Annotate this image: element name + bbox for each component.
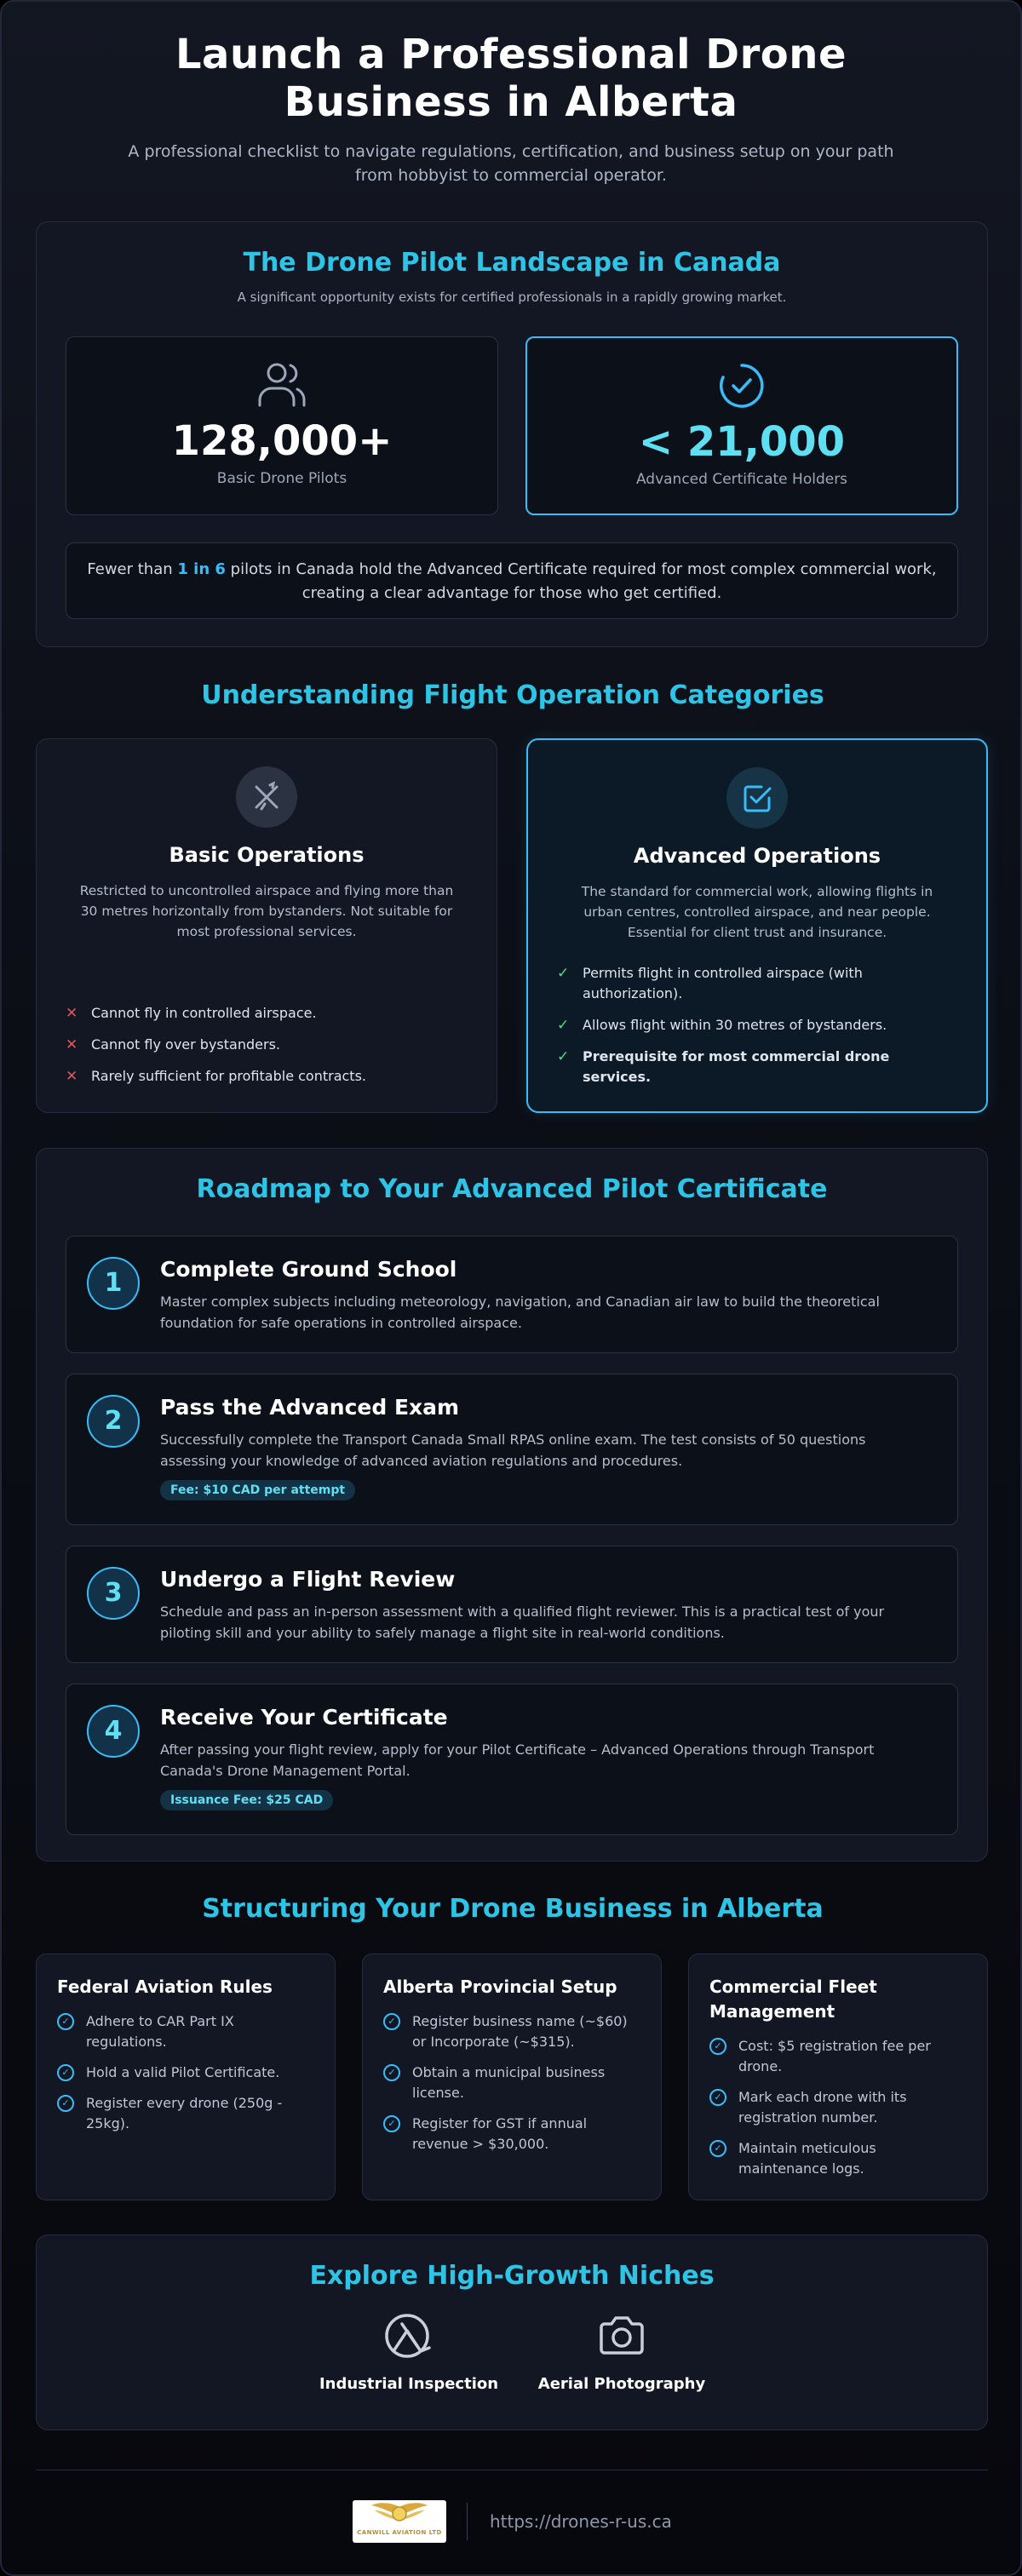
list-item-text: Rarely sufficient for profitable contracts. bbox=[91, 1068, 366, 1084]
fact-text: Fewer than bbox=[87, 560, 178, 578]
niches-section bbox=[36, 2235, 988, 2430]
list-item bbox=[57, 2093, 314, 2134]
fleet-management-card bbox=[688, 1954, 988, 2200]
step-description: Master complex subjects including meteorology, navigation, and Canadian air law to build the theoretical foundation for safe operations in controlled airspace. bbox=[160, 1294, 880, 1331]
check-icon: ✓ bbox=[557, 1017, 570, 1034]
stat-value: 128,000+ bbox=[171, 417, 393, 465]
page-subtitle: A professional checklist to navigate regulations, certification, and business setup on your path from hobbyist to commercial operator. bbox=[128, 142, 894, 185]
card-title: Commercial Fleet Management bbox=[709, 1976, 877, 2022]
x-icon: ✕ bbox=[66, 1068, 78, 1085]
list-item bbox=[66, 1003, 366, 1024]
list-item-text: Register every drone (250g - 25kg). bbox=[86, 2095, 283, 2131]
card-title: Advanced Operations bbox=[633, 844, 881, 868]
check-circle-icon: ✓ bbox=[709, 2038, 726, 2055]
stat-advanced-holders bbox=[525, 336, 958, 515]
advanced-operations-card bbox=[526, 738, 988, 1113]
list-item bbox=[383, 2063, 640, 2103]
landscape-section bbox=[36, 221, 988, 647]
step-description: Schedule and pass an in-person assessment with a qualified flight reviewer. This is a practical test of your piloting skill and your ability to safely manage a flight site in real-world conditions. bbox=[160, 1604, 885, 1641]
section-title: Explore High-Growth Niches bbox=[309, 2261, 715, 2291]
step-description: After passing your flight review, apply for your Pilot Certificate – Advanced Operations through Transport Canada's Drone Management Portal. bbox=[160, 1741, 875, 1779]
step-title: Pass the Advanced Exam bbox=[160, 1395, 460, 1420]
roadmap-step bbox=[66, 1684, 958, 1835]
check-circle-icon: ✓ bbox=[709, 2089, 726, 2106]
section-title: Roadmap to Your Advanced Pilot Certificate bbox=[196, 1174, 828, 1204]
page-title: Launch a Professional Drone Business in Alberta bbox=[175, 31, 847, 126]
list-item-text: Cost: $5 registration fee per drone. bbox=[738, 2038, 931, 2074]
list-item-text: Mark each drone with its registration number. bbox=[738, 2089, 907, 2126]
list-item-text: Prerequisite for most commercial drone services. bbox=[583, 1048, 890, 1085]
website-link[interactable]: https://drones-r-us.ca bbox=[490, 2511, 672, 2532]
list-item bbox=[66, 1066, 366, 1087]
checkbox-icon bbox=[726, 767, 788, 829]
step-title: Undergo a Flight Review bbox=[160, 1567, 456, 1592]
list-item bbox=[57, 2011, 314, 2052]
badge-check-icon bbox=[527, 362, 956, 410]
check-icon: ✓ bbox=[557, 965, 570, 982]
fee-badge: Issuance Fee: $25 CAD bbox=[160, 1790, 333, 1810]
list-item bbox=[57, 2063, 314, 2083]
business-title: Structuring Your Drone Business in Alberta bbox=[202, 1894, 824, 1924]
list-item bbox=[709, 2138, 967, 2179]
company-logo[interactable] bbox=[353, 2500, 446, 2543]
card-description: Restricted to uncontrolled airspace and flying more than 30 metres horizontally from bystanders. Not suitable for most professional services. bbox=[79, 883, 454, 939]
stat-basic-pilots bbox=[66, 336, 498, 515]
x-icon: ✕ bbox=[66, 1005, 78, 1022]
operations-title: Understanding Flight Operation Categories bbox=[201, 680, 824, 710]
step-title: Receive Your Certificate bbox=[160, 1705, 448, 1730]
list-item-text: Permits flight in controlled airspace (with authorization). bbox=[583, 965, 863, 1001]
niche-industrial-inspection bbox=[307, 2312, 511, 2393]
federal-rules-card bbox=[36, 1954, 336, 2200]
footer-separator bbox=[467, 2503, 468, 2540]
card-title: Federal Aviation Rules bbox=[57, 1976, 273, 1997]
section-subtitle: A significant opportunity exists for certified professionals in a rapidly growing market. bbox=[237, 290, 787, 305]
benefits-list bbox=[557, 963, 915, 1099]
restrictions-list bbox=[66, 1003, 366, 1098]
list-item-text: Register business name (~$60) or Incorporate (~$315). bbox=[412, 2013, 628, 2050]
step-number: 2 bbox=[87, 1395, 140, 1448]
hero bbox=[2, 2, 1020, 187]
users-icon bbox=[66, 361, 497, 409]
fee-badge: Fee: $10 CAD per attempt bbox=[160, 1480, 355, 1500]
stat-label: Advanced Certificate Holders bbox=[635, 471, 848, 488]
card-description: The standard for commercial work, allowing flights in urban centres, controlled airspace, and near people. Essential for client trust and insurance. bbox=[581, 884, 933, 940]
list-item bbox=[709, 2087, 967, 2128]
step-title: Complete Ground School bbox=[160, 1257, 457, 1282]
roadmap-step bbox=[66, 1236, 958, 1353]
list-item-text: Hold a valid Pilot Certificate. bbox=[86, 2064, 280, 2080]
check-icon: ✓ bbox=[557, 1048, 570, 1065]
list-item-text: Cannot fly in controlled airspace. bbox=[91, 1005, 317, 1021]
stat-value: < 21,000 bbox=[638, 418, 846, 466]
list-item bbox=[557, 963, 915, 1004]
list-item bbox=[557, 1015, 915, 1036]
step-number: 3 bbox=[87, 1567, 140, 1620]
list-item-text: Register for GST if annual revenue > $30,000. bbox=[412, 2115, 588, 2152]
x-icon: ✕ bbox=[66, 1036, 78, 1053]
niche-label: Industrial Inspection bbox=[319, 2375, 499, 2393]
check-circle-icon: ✓ bbox=[709, 2140, 726, 2157]
provincial-setup-card bbox=[362, 1954, 662, 2200]
section-title: The Drone Pilot Landscape in Canada bbox=[243, 248, 781, 278]
list-item bbox=[557, 1047, 915, 1087]
check-circle-icon: ✓ bbox=[383, 2115, 400, 2132]
list-item-text: Maintain meticulous maintenance logs. bbox=[738, 2140, 876, 2177]
stat-label: Basic Drone Pilots bbox=[216, 470, 347, 487]
list-item bbox=[709, 2036, 967, 2077]
niche-label: Aerial Photography bbox=[537, 2375, 706, 2393]
list-item bbox=[383, 2114, 640, 2154]
step-description: Successfully complete the Transport Canada Small RPAS online exam. The test consists of 50 questions assessing your knowledge of advanced aviation regulations and procedures. bbox=[160, 1431, 866, 1469]
list-item bbox=[66, 1035, 366, 1055]
check-circle-icon: ✓ bbox=[383, 2013, 400, 2030]
logo-text: CANWILL AVIATION LTD bbox=[357, 2529, 442, 2536]
check-circle-icon: ✓ bbox=[383, 2064, 400, 2081]
basic-operations-card bbox=[36, 738, 497, 1113]
inspection-icon bbox=[307, 2312, 511, 2363]
fact-text: pilots in Canada hold the Advanced Certificate required for most complex commercial work, creating a clear advantage for those who get certified. bbox=[225, 560, 937, 602]
checklist bbox=[383, 2011, 640, 2154]
card-title: Alberta Provincial Setup bbox=[383, 1976, 617, 1997]
roadmap-section bbox=[36, 1148, 988, 1862]
no-drone-icon bbox=[236, 766, 297, 828]
step-number: 4 bbox=[87, 1705, 140, 1758]
list-item-text: Allows flight within 30 metres of bystanders. bbox=[583, 1017, 887, 1033]
fact-callout bbox=[66, 542, 958, 619]
roadmap-step bbox=[66, 1374, 958, 1525]
step-number: 1 bbox=[87, 1257, 140, 1310]
card-title: Basic Operations bbox=[169, 843, 365, 867]
check-circle-icon: ✓ bbox=[57, 2013, 74, 2030]
list-item-text: Cannot fly over bystanders. bbox=[91, 1036, 280, 1053]
check-circle-icon: ✓ bbox=[57, 2064, 74, 2081]
camera-icon bbox=[520, 2312, 724, 2363]
checklist bbox=[57, 2011, 314, 2134]
roadmap-step bbox=[66, 1546, 958, 1663]
list-item-text: Obtain a municipal business license. bbox=[412, 2064, 606, 2101]
fact-highlight: 1 in 6 bbox=[177, 560, 226, 578]
check-circle-icon: ✓ bbox=[57, 2095, 74, 2112]
niche-aerial-photography bbox=[520, 2312, 724, 2393]
list-item-text: Adhere to CAR Part IX regulations. bbox=[86, 2013, 234, 2050]
list-item bbox=[383, 2011, 640, 2052]
wings-logo-icon bbox=[370, 2500, 429, 2527]
checklist bbox=[709, 2036, 967, 2179]
